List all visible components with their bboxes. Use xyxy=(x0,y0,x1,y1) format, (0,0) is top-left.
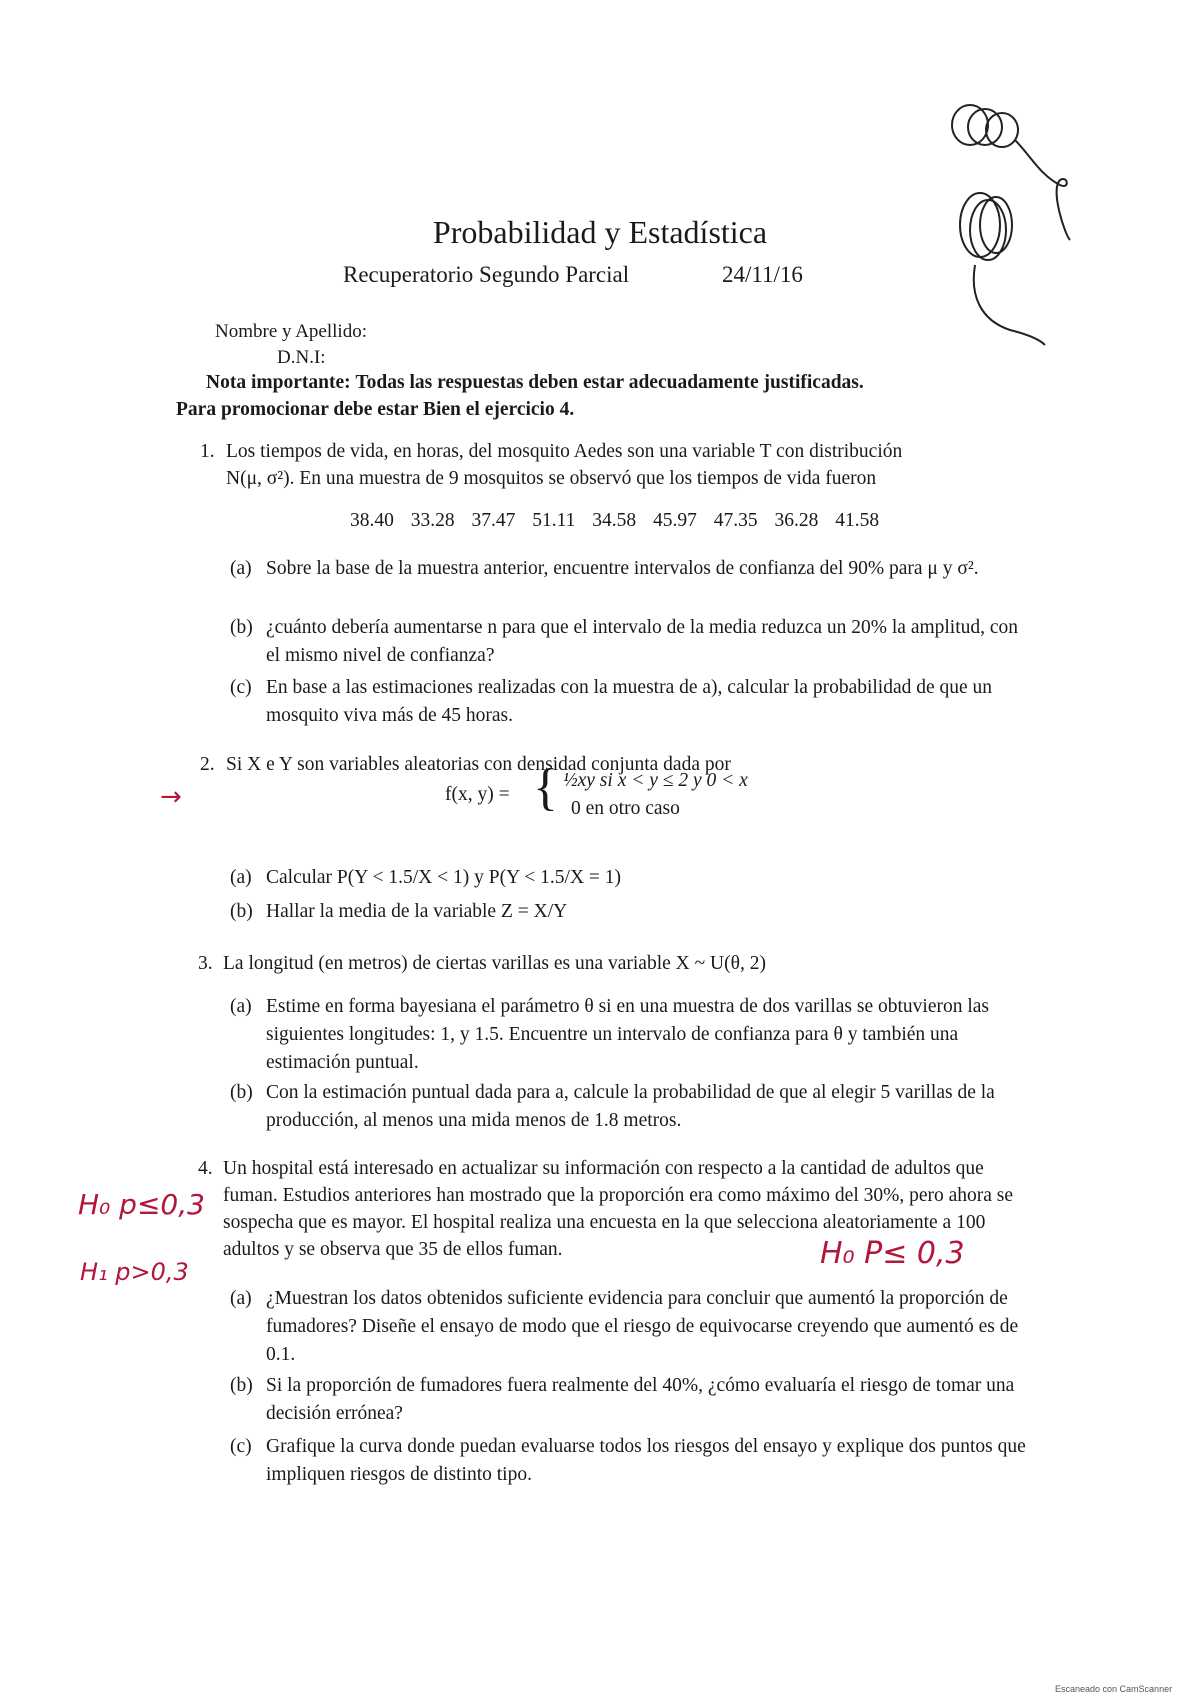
question-4c-tag: (c) xyxy=(230,1436,252,1457)
question-4b-tag: (b) xyxy=(230,1375,253,1396)
question-3-number: 3. xyxy=(198,953,213,974)
question-2b-text: Hallar la media de la variable Z = X/Y xyxy=(266,901,568,922)
note-label: Nota importante: xyxy=(206,372,351,393)
question-4-number: 4. xyxy=(198,1158,213,1179)
question-2b xyxy=(230,898,1036,926)
question-4b-text: Si la proporción de fumadores fuera realmente del 40%, ¿cómo evaluaría el riesgo de tomar una decisión errónea? xyxy=(266,1375,1015,1424)
exam-date: 24/11/16 xyxy=(722,262,803,287)
name-label: Nombre y Apellido: xyxy=(215,321,367,342)
question-1-line2: N(μ, σ²). En una muestra de 9 mosquitos se observó que los tiempos de vida fueron xyxy=(226,468,877,489)
question-4c xyxy=(230,1433,1041,1489)
question-1-line1: Los tiempos de vida, en horas, del mosquito Aedes son una variable T con distribución xyxy=(226,441,903,462)
formula-case-1: ½xy si x < y ≤ 2 y 0 < x xyxy=(563,770,748,791)
question-1b-text: ¿cuánto debería aumentarse n para que el intervalo de la media reduzca un 20% la amplitud, con el mismo nivel de confianza? xyxy=(266,617,1019,666)
question-2a-text: Calcular P(Y < 1.5/X < 1) y P(Y < 1.5/X = 1) xyxy=(266,867,622,888)
question-1c-text: En base a las estimaciones realizadas con la muestra de a), calcular la probabilidad de que un mosquito viva más de 45 horas. xyxy=(266,677,993,726)
question-4a-tag: (a) xyxy=(230,1288,252,1309)
question-4b xyxy=(230,1372,1041,1428)
question-1b xyxy=(230,614,1036,670)
question-1-data: 38.40 33.28 37.47 51.11 34.58 45.97 47.35 36.28 41.58 xyxy=(350,510,880,531)
question-1a-text: Sobre la base de la muestra anterior, encuentre intervalos de confianza del 90% para μ y σ². xyxy=(266,558,979,579)
question-2-number: 2. xyxy=(200,754,215,775)
question-4a-text: ¿Muestran los datos obtenidos suficiente evidencia para concluir que aumentó la proporción de fumadores? Diseñe el ensayo de modo que el riesgo de equivocarse creyendo que aumentó es de 0.1. xyxy=(266,1288,1019,1365)
scanner-footer: Escaneado con CamScanner xyxy=(1055,1684,1173,1694)
question-4-intro: Un hospital está interesado en actualizar su información con respecto a la cantidad de adultos que fuman. Estudios anteriores han mostrado que la proporción era como máximo del 30%, pero ahora se sospecha que es mayor. El hospital realiza una encuesta en la que selecciona aleatoriamente a 100 adultos y se observa que 35 de ellos fuman. xyxy=(223,1158,1014,1260)
question-3b xyxy=(230,1079,1041,1135)
question-4a xyxy=(230,1285,1041,1369)
handwritten-arrow: → xyxy=(160,782,182,812)
question-3a-tag: (a) xyxy=(230,996,252,1017)
question-3b-text: Con la estimación puntual dada para a, calcule la probabilidad de que al elegir 5 varillas de la producción, al menos una mida menos de 1.8 metros. xyxy=(266,1082,995,1131)
question-2b-tag: (b) xyxy=(230,901,253,922)
question-2a xyxy=(230,864,1036,892)
question-3b-tag: (b) xyxy=(230,1082,253,1103)
handwritten-h0-inline: H₀ P≤ 0,3 xyxy=(820,1236,965,1271)
formula-lhs: f(x, y) = xyxy=(445,784,510,805)
question-1-number: 1. xyxy=(200,441,215,462)
page-title: Probabilidad y Estadística xyxy=(432,214,768,250)
dni-label: D.N.I: xyxy=(277,347,326,368)
important-note xyxy=(206,369,1046,396)
promotion-note: Para promocionar debe estar Bien el ejercicio 4. xyxy=(176,399,575,420)
question-1a xyxy=(230,555,1036,583)
question-3a xyxy=(230,993,1041,1077)
question-1b-tag: (b) xyxy=(230,617,253,638)
question-1a-tag: (a) xyxy=(230,558,252,579)
question-1c xyxy=(230,674,1036,730)
exam-subtitle: Recuperatorio Segundo Parcial xyxy=(343,262,630,287)
handwritten-h1-margin: H₁ p>0,3 xyxy=(80,1258,189,1286)
question-3-intro: La longitud (en metros) de ciertas varillas es una variable X ~ U(θ, 2) xyxy=(223,953,766,974)
question-4c-text: Grafique la curva donde puedan evaluarse todos los riesgos del ensayo y explique dos puntos que impliquen riesgos de distinto tipo. xyxy=(266,1436,1026,1485)
question-1c-tag: (c) xyxy=(230,677,252,698)
handwritten-h0-margin: H₀ p≤0,3 xyxy=(78,1188,205,1221)
question-2a-tag: (a) xyxy=(230,867,252,888)
question-3a-text: Estime en forma bayesiana el parámetro θ si en una muestra de dos varillas se obtuvieron las siguientes longitudes: 1, y 1.5. Encuentre un intervalo de confianza para θ y también una estimación puntual. xyxy=(266,996,990,1073)
note-text: Todas las respuestas deben estar adecuadamente justificadas. xyxy=(355,372,864,393)
formula-brace: { xyxy=(533,759,558,816)
formula-case-2: 0 en otro caso xyxy=(571,798,680,819)
question-2-intro: Si X e Y son variables aleatorias con densidad conjunta dada por xyxy=(226,754,731,775)
